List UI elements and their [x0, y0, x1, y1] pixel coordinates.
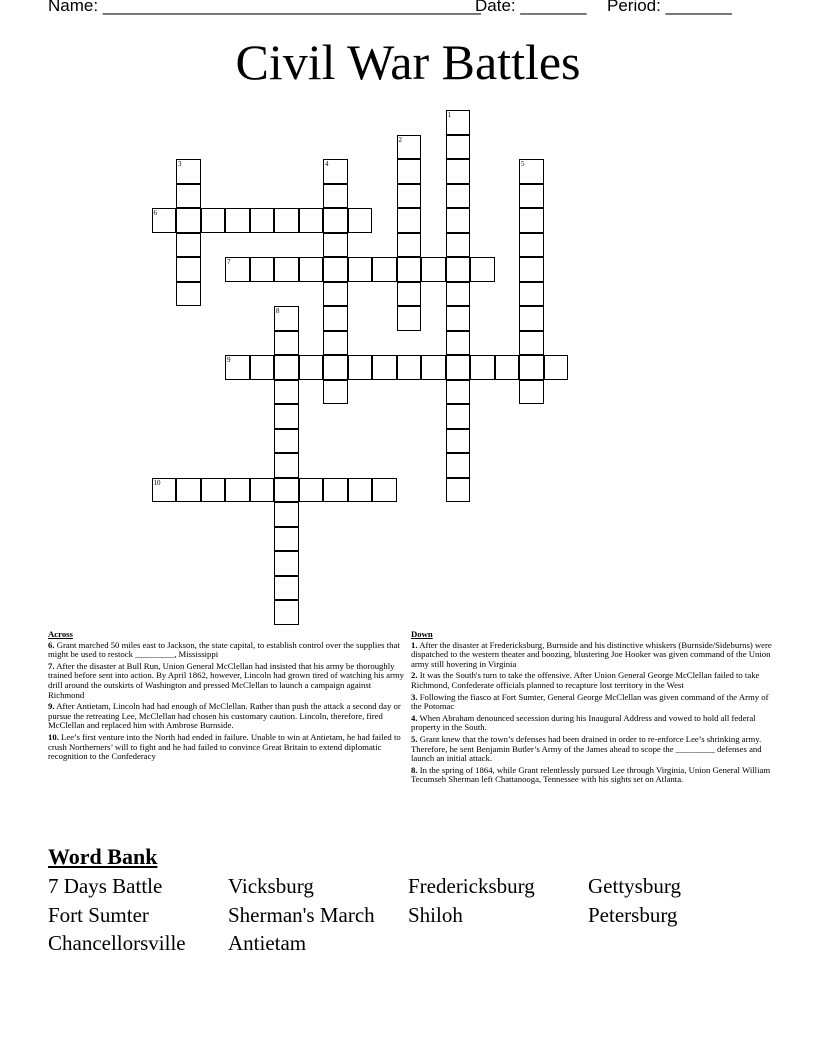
crossword-cell[interactable] [250, 208, 275, 233]
crossword-cell[interactable] [274, 502, 299, 527]
clue-text: Grant knew that the town’s defenses had been drained in order to re-enforce Lee’s shrinking army. Therefore, he sent Benjamin Butler’s Army of the James ahead to scope the _________ defenses and launch an initial attack. [411, 733, 762, 764]
crossword-cell[interactable] [519, 380, 544, 405]
crossword-cell[interactable] [176, 282, 201, 307]
crossword-cell[interactable] [446, 282, 471, 307]
clue-text: After the disaster at Fredericksburg, Burnside and his distinctive whiskers (Burnside/Sideburns) were dispatched to the western theater and boozing, blustering Joe Hooker was given command of the Union army still hovering in Virginia [411, 639, 772, 669]
crossword-cell[interactable] [446, 135, 471, 160]
crossword-cell[interactable] [250, 478, 275, 503]
crossword-cell[interactable] [323, 208, 348, 233]
clue-number-label: 6 [153, 209, 157, 217]
crossword-cell[interactable] [397, 306, 422, 331]
crossword-cell[interactable] [470, 257, 495, 282]
crossword-cell[interactable] [397, 135, 422, 160]
crossword-cell[interactable] [519, 233, 544, 258]
clue-number-label: 3 [178, 160, 182, 168]
crossword-cell[interactable] [274, 429, 299, 454]
crossword-cell[interactable] [274, 306, 299, 331]
crossword-cell[interactable] [225, 355, 250, 380]
down-clue [411, 735, 773, 764]
word-bank-word: Chancellorsville [48, 931, 186, 955]
crossword-cell[interactable] [176, 233, 201, 258]
clue-text: In the spring of 1864, while Grant relentlessly pursued Lee through Virginia, Union General William Tecumseh Sherman left Chattanooga, Tennessee with his sights set on Atlanta. [411, 764, 771, 785]
crossword-cell[interactable] [397, 257, 422, 282]
across-clue [48, 733, 408, 762]
crossword-cell[interactable] [152, 208, 177, 233]
clue-number-label: 10 [153, 478, 161, 487]
clue-number-label: 1 [447, 111, 451, 119]
crossword-cell[interactable] [323, 355, 348, 380]
crossword-cell[interactable] [397, 184, 422, 209]
crossword-cell[interactable] [323, 331, 348, 356]
crossword-cell[interactable] [372, 355, 397, 380]
crossword-cell[interactable] [446, 110, 471, 135]
crossword-cell[interactable] [348, 257, 373, 282]
crossword-cell[interactable] [152, 478, 177, 503]
crossword-cell[interactable] [176, 478, 201, 503]
crossword-cell[interactable] [274, 380, 299, 405]
crossword-cell[interactable] [274, 257, 299, 282]
crossword-cell[interactable] [397, 282, 422, 307]
crossword-cell[interactable] [519, 306, 544, 331]
crossword-cell[interactable] [225, 257, 250, 282]
crossword-cell[interactable] [348, 355, 373, 380]
clue-number: 7. [48, 660, 55, 671]
crossword-cell[interactable] [446, 306, 471, 331]
clue-number-label: 2 [398, 135, 402, 144]
crossword-cell[interactable] [250, 355, 275, 380]
crossword-cell[interactable] [274, 478, 299, 503]
crossword-cell[interactable] [299, 478, 324, 503]
clue-number: 2. [411, 670, 418, 681]
name-field-label[interactable]: Name: ________________________________________ [48, 0, 481, 15]
crossword-cell[interactable] [446, 380, 471, 405]
crossword-cell[interactable] [519, 282, 544, 307]
clue-number-label: 5 [521, 160, 525, 168]
crossword-cell[interactable] [274, 453, 299, 478]
crossword-cell[interactable] [323, 282, 348, 307]
crossword-cell[interactable] [176, 184, 201, 209]
clue-number-label: 7 [227, 258, 231, 266]
crossword-cell[interactable] [323, 257, 348, 282]
clue-number: 6. [48, 639, 55, 650]
crossword-cell[interactable] [372, 478, 397, 503]
crossword-cell[interactable] [201, 478, 226, 503]
crossword-cell[interactable] [274, 355, 299, 380]
crossword-cell[interactable] [323, 233, 348, 258]
down-clue [411, 693, 773, 712]
crossword-cell[interactable] [299, 355, 324, 380]
clue-text: Grant marched 50 miles east to Jackson, the state capital, to establish control over the supplies that might be used to restock _________, Mississippi [48, 639, 400, 660]
crossword-cell[interactable] [519, 355, 544, 380]
clue-text: Lee’s first venture into the North had ended in failure. Unable to win at Antietam, he had failed to crush Northerners’ will to fight and he had failed to convince Great Britain to extend diplomatic recognition to the Confederacy [48, 731, 401, 762]
crossword-cell[interactable] [299, 257, 324, 282]
clue-number: 3. [411, 691, 418, 702]
down-clue [411, 714, 773, 733]
crossword-cell[interactable] [274, 527, 299, 552]
crossword-cell[interactable] [274, 208, 299, 233]
word-bank-word: Petersburg [588, 903, 678, 927]
crossword-cell[interactable] [446, 429, 471, 454]
clue-number: 5. [411, 733, 418, 744]
clue-text: After Antietam, Lincoln had had enough of McClellan. Rather than push the attack a second day or pursue the retreating Lee, McClellan had chosen his customary caution. Lincoln, therefore, fired McClellan and replaced him with Ambrose Burnside. [48, 701, 401, 731]
clue-number: 1. [411, 639, 418, 650]
word-bank-word: Fredericksburg [408, 874, 535, 898]
word-bank-word: Antietam [228, 931, 307, 955]
crossword-cell[interactable] [421, 257, 446, 282]
crossword-cell[interactable] [274, 551, 299, 576]
clue-number: 10. [48, 731, 59, 742]
clue-number: 9. [48, 701, 55, 712]
crossword-cell[interactable] [348, 478, 373, 503]
crossword-cell[interactable] [470, 355, 495, 380]
across-clue [48, 662, 408, 700]
word-bank-word: Fort Sumter [48, 903, 149, 927]
clue-number-label: 8 [276, 307, 280, 315]
crossword-cell[interactable] [446, 404, 471, 429]
across-clue [48, 702, 408, 731]
crossword-cell[interactable] [397, 233, 422, 258]
crossword-cell[interactable] [446, 478, 471, 503]
clue-text: When Abraham denounced secession during his Inaugural Address and vowed to hold all federal property in the South. [411, 712, 756, 733]
crossword-cell[interactable] [274, 331, 299, 356]
crossword-cell[interactable] [176, 159, 201, 184]
crossword-cell[interactable] [225, 478, 250, 503]
word-bank-word: Shiloh [408, 903, 463, 927]
crossword-cell[interactable] [176, 257, 201, 282]
crossword-cell[interactable] [446, 257, 471, 282]
crossword-cell[interactable] [323, 159, 348, 184]
crossword-cell[interactable] [397, 355, 422, 380]
across-clue [48, 641, 408, 660]
crossword-cell[interactable] [446, 184, 471, 209]
crossword-cell[interactable] [519, 331, 544, 356]
word-bank-word: Sherman's March [228, 903, 375, 927]
crossword-cell[interactable] [274, 576, 299, 601]
word-bank-heading: Word Bank [48, 844, 158, 869]
across-clues [48, 630, 408, 764]
crossword-cell[interactable] [446, 331, 471, 356]
crossword-cell[interactable] [519, 159, 544, 184]
across-heading: Across [48, 629, 73, 639]
crossword-cell[interactable] [421, 355, 446, 380]
crossword-cell[interactable] [519, 257, 544, 282]
down-heading: Down [411, 629, 433, 639]
date-field-label[interactable]: Date: _______ [475, 0, 587, 15]
down-clue [411, 766, 773, 785]
page-title: Civil War Battles [235, 34, 581, 90]
crossword-cell[interactable] [274, 404, 299, 429]
crossword-cell[interactable] [274, 600, 299, 625]
crossword-cell[interactable] [299, 208, 324, 233]
crossword-cell[interactable] [519, 208, 544, 233]
clue-text: It was the South's turn to take the offensive. After Union General George McClellan failed to take Richmond, Confederate officials planned to recapture lost territory in the West [411, 670, 760, 690]
down-clue [411, 671, 773, 690]
crossword-cell[interactable] [323, 306, 348, 331]
crossword-cell[interactable] [446, 355, 471, 380]
period-field-label[interactable]: Period: _______ [607, 0, 732, 15]
crossword-cell[interactable] [495, 355, 520, 380]
crossword-cell[interactable] [372, 257, 397, 282]
crossword-cell[interactable] [519, 184, 544, 209]
crossword-cell[interactable] [544, 355, 569, 380]
crossword-cell[interactable] [250, 257, 275, 282]
clue-number-label: 9 [227, 356, 231, 364]
crossword-cell[interactable] [446, 233, 471, 258]
crossword-cell[interactable] [323, 184, 348, 209]
clue-number: 4. [411, 712, 418, 723]
crossword-cell[interactable] [397, 159, 422, 184]
crossword-cell[interactable] [446, 453, 471, 478]
down-clue [411, 641, 773, 670]
clue-text: Following the fiasco at Fort Sumter, General George McClellan was given command of the Army of the Potomac [411, 691, 769, 712]
crossword-cell[interactable] [201, 208, 226, 233]
word-bank-word: Vicksburg [228, 874, 314, 898]
down-clues [411, 630, 773, 787]
crossword-cell[interactable] [323, 380, 348, 405]
crossword-cell[interactable] [446, 208, 471, 233]
word-bank-word: 7 Days Battle [48, 874, 163, 898]
crossword-cell[interactable] [446, 159, 471, 184]
crossword-cell[interactable] [348, 208, 373, 233]
clue-text: After the disaster at Bull Run, Union General McClellan had insisted that his army be thoroughly trained before sent into action. By April 1862, however, Lincoln had grown tired of watching his army drill around the outskirts of Washington and pressed McClellan to launch a campaign against Richmond [48, 660, 404, 700]
crossword-cell[interactable] [397, 208, 422, 233]
crossword-cell[interactable] [323, 478, 348, 503]
word-bank-word: Gettysburg [588, 874, 681, 898]
clue-number: 8. [411, 764, 418, 775]
clue-number-label: 4 [325, 160, 329, 168]
crossword-cell[interactable] [176, 208, 201, 233]
crossword-cell[interactable] [225, 208, 250, 233]
